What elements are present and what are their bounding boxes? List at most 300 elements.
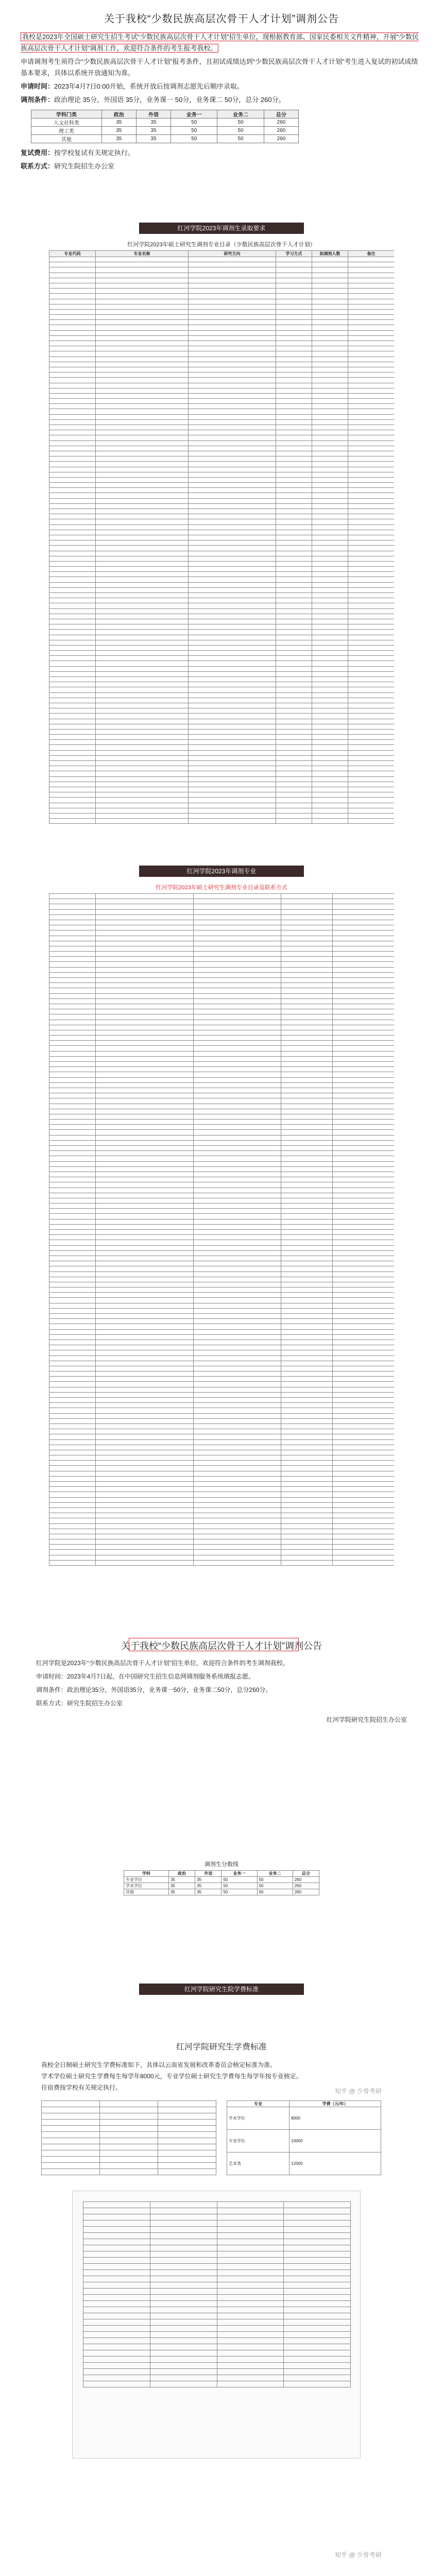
table-cell: [96, 1250, 194, 1256]
table-cell: [83, 2313, 150, 2319]
table-cell: [96, 803, 189, 808]
table-cell: [194, 952, 281, 957]
table-cell: [49, 640, 96, 645]
table-cell: [312, 771, 348, 776]
table-cell: [96, 998, 194, 1004]
table-row: [49, 514, 395, 519]
table-cell: [348, 430, 395, 435]
table-row: [49, 1293, 395, 1298]
table-cell: [194, 1219, 281, 1224]
table-cell: [333, 1487, 395, 1492]
table-cell: [348, 383, 395, 388]
table-cell: [189, 687, 276, 692]
table-cell: [284, 2258, 351, 2264]
table-cell: [284, 2221, 351, 2227]
table-row: [49, 1466, 395, 1471]
table-header-cell: 学科门类: [31, 110, 102, 118]
table-row: [49, 798, 395, 803]
table-cell: [333, 1093, 395, 1098]
table-row: [42, 2150, 216, 2157]
table-cell: [281, 1314, 333, 1319]
table-cell: [96, 1534, 194, 1539]
table-row: [49, 587, 395, 592]
table-row: [49, 894, 395, 899]
table-row: [49, 330, 395, 335]
table-cell: [348, 572, 395, 577]
table-row: [49, 477, 395, 482]
table-cell: [49, 1161, 96, 1166]
table-cell: [83, 2202, 150, 2208]
table-cell: 50: [217, 127, 264, 135]
table-cell: [348, 798, 395, 803]
table-cell: [194, 909, 281, 914]
table-cell: [49, 1287, 96, 1293]
table-cell: [281, 925, 333, 930]
table-cell: [333, 1534, 395, 1539]
table-cell: [49, 1030, 96, 1035]
table-cell: [312, 582, 348, 587]
table-cell: [348, 567, 395, 572]
table-cell: 50: [217, 118, 264, 127]
table-cell: [189, 714, 276, 719]
table-cell: [312, 577, 348, 582]
table-cell: [96, 1382, 194, 1387]
table-cell: [348, 514, 395, 519]
table-cell: [333, 1334, 395, 1340]
table-cell: [276, 598, 312, 603]
table-cell: [194, 1476, 281, 1481]
table-cell: [333, 1324, 395, 1329]
table-cell: [281, 1350, 333, 1355]
table-row: [49, 1492, 395, 1497]
table-cell: [276, 792, 312, 798]
table-cell: [96, 1366, 194, 1371]
table-cell: [150, 2289, 217, 2295]
table-cell: [96, 582, 189, 587]
table-cell: [189, 740, 276, 745]
table-cell: [189, 755, 276, 760]
table-cell: [333, 894, 395, 899]
table-cell: [96, 1403, 194, 1408]
table-cell: [312, 682, 348, 687]
table-row: [49, 1482, 395, 1487]
table-cell: [150, 2251, 217, 2258]
table-cell: [96, 1387, 194, 1392]
table-cell: [49, 1104, 96, 1109]
table-cell: [96, 509, 189, 514]
table-row: [49, 930, 395, 936]
table-cell: [194, 1098, 281, 1104]
table-cell: 50: [257, 1889, 293, 1895]
table-cell: [96, 493, 189, 498]
table-cell: [189, 577, 276, 582]
table-cell: [276, 262, 312, 267]
table-cell: [194, 1413, 281, 1418]
table-cell: [333, 1340, 395, 1345]
table-row: [49, 535, 395, 540]
table-cell: [281, 978, 333, 983]
table-cell: [96, 1135, 194, 1140]
table-row: [124, 1889, 319, 1895]
table-cell: [333, 1303, 395, 1308]
notice-paragraph: 我校是2023年全国硕士研究生招生考试“少数民族高层次骨干人才计划”招生单位，现根据教育部、国家民委相关文件精神，开展“少数民族高层次骨干人才计划”调剂工作，欢迎符合条件的考生报考我校。: [21, 33, 419, 52]
table-row: [49, 740, 395, 745]
table-row: [49, 1114, 395, 1119]
table-cell: [194, 1461, 281, 1466]
table-cell: [281, 1125, 333, 1130]
table-cell: [333, 1140, 395, 1145]
table-cell: [312, 483, 348, 488]
table-cell: [281, 1130, 333, 1135]
table-cell: [312, 488, 348, 493]
table-cell: [333, 1177, 395, 1182]
table-cell: [150, 2357, 217, 2363]
table-cell: [194, 1450, 281, 1455]
table-row: [49, 1418, 395, 1423]
table-cell: [281, 1287, 333, 1293]
table-row: [49, 766, 395, 771]
table-cell: [194, 1434, 281, 1439]
table-row: [49, 656, 395, 661]
table-cell: [42, 2120, 100, 2126]
table-row: [49, 530, 395, 535]
table-cell: [96, 309, 189, 314]
table-cell: [100, 2101, 158, 2107]
table-cell: [189, 556, 276, 561]
table-cell: [96, 1476, 194, 1481]
table-cell: [194, 1403, 281, 1408]
table-row: [49, 1156, 395, 1161]
table-cell: [194, 1355, 281, 1361]
table-cell: [83, 2357, 150, 2363]
table-cell: [96, 729, 189, 734]
table-cell: [333, 920, 395, 925]
table-cell: [284, 2301, 351, 2307]
table-cell: [96, 671, 189, 676]
table-row: [49, 1004, 395, 1009]
fees-paragraph: 学术学位硕士研究生学费每生每学年8000元，专业学位硕士研究生学费每生每学年按专业核定。: [41, 2073, 302, 2080]
table-cell: [284, 2214, 351, 2221]
table-cell: [333, 1266, 395, 1272]
table-cell: [194, 1308, 281, 1313]
table-cell: [348, 367, 395, 372]
table-cell: [348, 346, 395, 351]
table-cell: [281, 1413, 333, 1418]
table-cell: [281, 1082, 333, 1088]
table-cell: [49, 1014, 96, 1020]
table-cell: [49, 283, 96, 288]
table-cell: [348, 330, 395, 335]
table-cell: [49, 1082, 96, 1088]
table-cell: [150, 2270, 217, 2276]
table-row: [83, 2251, 351, 2258]
table-cell: [312, 503, 348, 509]
table-cell: [348, 273, 395, 278]
table-cell: [281, 1151, 333, 1156]
table-cell: [194, 1366, 281, 1371]
table-row: [49, 1193, 395, 1198]
table-cell: [96, 1324, 194, 1329]
table-cell: [348, 535, 395, 540]
table-cell: [194, 904, 281, 909]
table-cell: [217, 2221, 284, 2227]
table-cell: [49, 651, 96, 656]
table-cell: 理工类: [31, 127, 102, 135]
table-cell: [96, 257, 189, 262]
table-cell: [49, 645, 96, 650]
table-cell: [189, 567, 276, 572]
table-cell: [281, 1455, 333, 1461]
table-cell: [189, 404, 276, 409]
table-cell: [189, 792, 276, 798]
table-row: [49, 1188, 395, 1193]
table-cell: [96, 819, 189, 824]
table-cell: [189, 603, 276, 608]
table-row: [49, 1392, 395, 1397]
table-cell: [194, 1513, 281, 1518]
table-cell: [281, 1539, 333, 1545]
table-cell: [83, 2326, 150, 2332]
major-table-section-1: [49, 238, 394, 856]
table-cell: [49, 1403, 96, 1408]
table-cell: [276, 572, 312, 577]
table-cell: [194, 1377, 281, 1382]
table-cell: [96, 719, 189, 724]
table-cell: [83, 2307, 150, 2313]
table-row: [49, 819, 395, 824]
table-cell: [276, 341, 312, 346]
table-cell: [217, 2357, 284, 2363]
table-cell: [217, 2227, 284, 2233]
table-cell: [49, 1482, 96, 1487]
table-cell: [49, 493, 96, 498]
table-cell: [333, 1377, 395, 1382]
table-cell: [189, 608, 276, 614]
table-cell: [333, 1219, 395, 1224]
table-cell: [100, 2157, 158, 2163]
table-cell: [312, 803, 348, 808]
table-cell: [189, 593, 276, 598]
table-cell: [96, 556, 189, 561]
table-row: [83, 2313, 351, 2319]
table-cell: [96, 467, 189, 472]
table-row: [49, 540, 395, 546]
table-cell: 35: [168, 1877, 195, 1883]
table-cell: [189, 677, 276, 682]
table-cell: [42, 2144, 100, 2150]
table-cell: [194, 1398, 281, 1403]
table-cell: [312, 766, 348, 771]
table-cell: [284, 2344, 351, 2350]
table-cell: [49, 1230, 96, 1235]
score-section: [124, 1860, 319, 1963]
table-cell: [281, 1067, 333, 1072]
table-row: [49, 598, 395, 603]
table-cell: [96, 320, 189, 325]
table-cell: [96, 1439, 194, 1445]
table-cell: [333, 1355, 395, 1361]
table-cell: [189, 703, 276, 708]
table-cell: 其他: [31, 135, 102, 143]
table-cell: [333, 1434, 395, 1439]
table-cell: [281, 1104, 333, 1109]
table-cell: [217, 2307, 284, 2313]
table-cell: [49, 262, 96, 267]
table-cell: [312, 567, 348, 572]
table-cell: [49, 1550, 96, 1555]
table-row: [49, 257, 395, 262]
table-row: [49, 1371, 395, 1377]
table-cell: [189, 745, 276, 750]
table-cell: 35: [195, 1883, 222, 1889]
table-cell: [49, 894, 96, 899]
table-cell: [49, 472, 96, 477]
table-cell: [333, 1120, 395, 1125]
table-cell: [312, 572, 348, 577]
table-cell: [281, 904, 333, 909]
table-cell: [333, 1445, 395, 1450]
table-cell: [49, 740, 96, 745]
table-cell: [312, 294, 348, 299]
table-cell: [150, 2258, 217, 2264]
notice-section-2: [0, 1636, 443, 1852]
table-cell: [150, 2344, 217, 2350]
table-cell: [49, 1355, 96, 1361]
table-cell: [194, 1209, 281, 1214]
table-cell: [49, 530, 96, 535]
table-row: [49, 1545, 395, 1550]
table-cell: [49, 1177, 96, 1182]
table-cell: [281, 1334, 333, 1340]
table-cell: [276, 535, 312, 540]
table-row: [49, 755, 395, 760]
table-cell: [194, 1466, 281, 1471]
table-cell: 12000: [289, 2153, 381, 2175]
table-row: [49, 729, 395, 734]
table-cell: [281, 962, 333, 967]
table-cell: [49, 1041, 96, 1046]
table-cell: [333, 1062, 395, 1067]
table-cell: [96, 1140, 194, 1145]
table-cell: [189, 692, 276, 698]
table-cell: [276, 577, 312, 582]
table-cell: [348, 472, 395, 477]
table-cell: [194, 988, 281, 993]
table-cell: [49, 1471, 96, 1476]
table-cell: [96, 1466, 194, 1471]
table-row: [49, 1423, 395, 1429]
table-cell: [42, 2138, 100, 2144]
table-row: [49, 1166, 395, 1172]
table-cell: [312, 289, 348, 294]
table-cell: [49, 671, 96, 676]
table-cell: [333, 914, 395, 920]
table-cell: [333, 1502, 395, 1507]
table-row: [49, 1135, 395, 1140]
table-cell: [42, 2126, 100, 2132]
table-row: [49, 671, 395, 676]
table-cell: [49, 1507, 96, 1513]
table-row: [83, 2363, 351, 2369]
table-cell: [96, 776, 189, 782]
table-cell: [49, 708, 96, 714]
table-row: [49, 1308, 395, 1313]
table-cell: [348, 630, 395, 635]
table-cell: [276, 498, 312, 503]
table-cell: [49, 787, 96, 792]
table-cell: [281, 899, 333, 904]
table-cell: [312, 719, 348, 724]
table-cell: [276, 419, 312, 425]
table-cell: [281, 1172, 333, 1177]
table-cell: [281, 998, 333, 1004]
table-cell: [189, 572, 276, 577]
table-cell: [96, 283, 189, 288]
table-row: [49, 1277, 395, 1282]
table-cell: [333, 1135, 395, 1140]
table-row: [83, 2332, 351, 2338]
table-row: [83, 2350, 351, 2357]
table-cell: [96, 362, 189, 367]
table-cell: [281, 1560, 333, 1565]
table-row: [49, 745, 395, 750]
table-cell: [348, 729, 395, 734]
table-row: [49, 1555, 395, 1560]
table-cell: [348, 614, 395, 619]
table-cell: [83, 2301, 150, 2307]
table-cell: [96, 593, 189, 598]
table-cell: [96, 920, 194, 925]
table-cell: [333, 1282, 395, 1287]
table-row: [49, 1445, 395, 1450]
table-cell: [49, 535, 96, 540]
table-cell: [150, 2295, 217, 2301]
table-row: [49, 493, 395, 498]
table-cell: [49, 988, 96, 993]
table-cell: [194, 1429, 281, 1434]
table-cell: [49, 1487, 96, 1492]
table-cell: [96, 925, 194, 930]
table-cell: [276, 724, 312, 729]
table-cell: [96, 598, 189, 603]
table-row: [42, 2120, 216, 2126]
table-cell: [333, 952, 395, 957]
table-cell: [276, 561, 312, 566]
table-cell: [49, 393, 96, 398]
table-cell: [284, 2289, 351, 2295]
table-cell: [96, 1287, 194, 1293]
table-cell: [333, 1025, 395, 1030]
table-cell: [49, 761, 96, 766]
table-cell: [49, 519, 96, 524]
table-row: [49, 509, 395, 514]
table-cell: [49, 435, 96, 440]
table-cell: [189, 304, 276, 309]
table-cell: [100, 2113, 158, 2120]
table-row: [83, 2245, 351, 2251]
table-cell: [49, 1418, 96, 1423]
table-cell: [49, 372, 96, 378]
table-cell: [333, 1235, 395, 1240]
table-cell: [49, 509, 96, 514]
table-cell: [49, 608, 96, 614]
table-cell: [348, 257, 395, 262]
table-cell: [348, 719, 395, 724]
table-header-cell: 政治: [168, 1871, 195, 1877]
table-cell: [276, 372, 312, 378]
table-header-cell: 业务一: [222, 1871, 257, 1877]
table-cell: [333, 1361, 395, 1366]
